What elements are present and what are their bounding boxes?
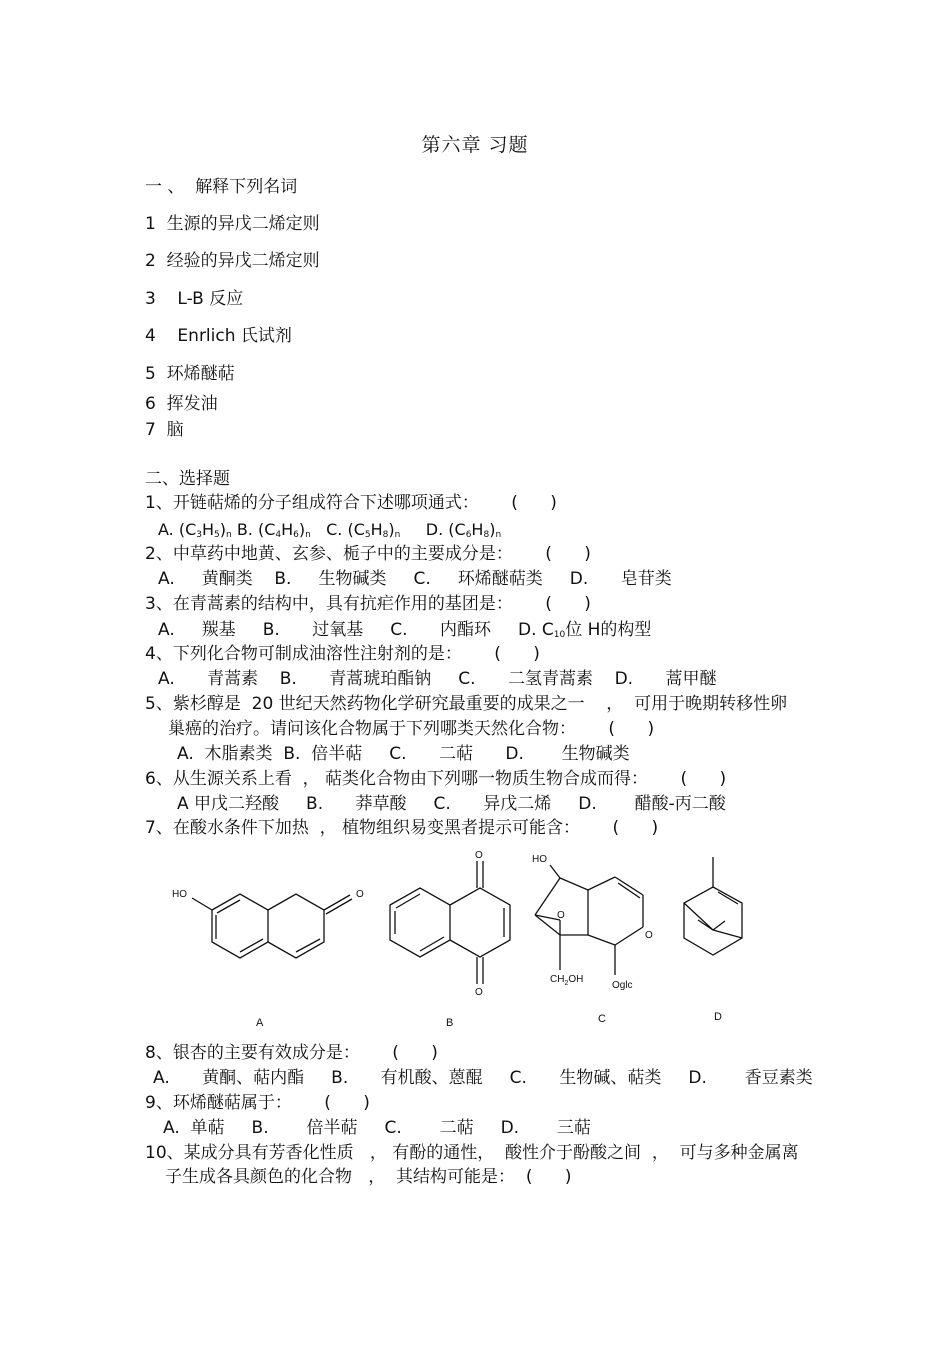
question-10-stem-continued: 子生成各具颜色的化合物 ， 其结构可能是： ( )	[165, 1167, 572, 1187]
atom-label-ho-a: HO	[172, 889, 187, 900]
structure-label-b: B	[446, 1017, 454, 1029]
atom-label-ch2oh: $CH_2OH$	[550, 974, 584, 987]
page-title: 第六章 习题	[421, 134, 529, 156]
question-7-structures	[150, 845, 790, 1035]
term-item: 2 经验的异戊二烯定则	[145, 251, 320, 271]
question-4-stem: 4、下列化合物可制成油溶性注射剂的是： ( )	[145, 644, 540, 664]
question-8-options: A. 黄酮、萜内酯 B. 有机酸、蒽醌 C. 生物碱、萜类 D. 香豆素类	[153, 1068, 813, 1088]
section1-heading: 一 、 解释下列名词	[145, 177, 298, 197]
question-1-stem: 1、开链萜烯的分子组成符合下述哪项通式： ( )	[145, 493, 557, 513]
question-5-stem: 5、紫杉醇是 20 世纪天然药物化学研究最重要的成果之一 ， 可用于晚期转移性卵	[145, 694, 788, 714]
question-8-stem: 8、银杏的主要有效成分是： ( )	[145, 1043, 438, 1063]
question-9-stem: 9、环烯醚萜属于： ( )	[145, 1093, 370, 1113]
term-item: 1 生源的异戊二烯定则	[145, 214, 320, 234]
atom-label-oglc: Oglc	[612, 980, 633, 991]
question-2-stem: 2、中草药中地黄、玄参、栀子中的主要成分是： ( )	[145, 544, 591, 564]
structure-label-a: A	[256, 1017, 264, 1029]
atom-label-o-c-ring: O	[645, 930, 653, 941]
question-5-options: A. 木脂素类 B. 倍半萜 C. 二萜 D. 生物碱类	[177, 744, 630, 764]
structure-d-bonds	[684, 857, 742, 955]
atom-label-o-a: O	[356, 889, 364, 900]
question-2-options: A. 黄酮类 B. 生物碱类 C. 环烯醚萜类 D. 皂苷类	[158, 569, 672, 589]
term-item: 6 挥发油	[145, 394, 218, 414]
question-5-stem-continued: 巢癌的治疗。请问该化合物属于下列哪类天然化合物： ( )	[168, 719, 655, 739]
structure-a-bonds	[192, 894, 352, 958]
atom-label-o-b-top: O	[475, 850, 483, 861]
question-10-stem: 10、某成分具有芳香化性质 ， 有酚的通性， 酸性介于酚酸之间 ， 可与多种金属离	[145, 1143, 799, 1163]
section2-heading: 二、选择题	[145, 469, 230, 489]
term-item: 7 脑	[145, 420, 184, 440]
atom-label-o-c-epoxide: O	[557, 910, 565, 921]
atom-label-o-b-bottom: O	[475, 987, 483, 998]
term-item: 4 Enrlich 氏试剂	[145, 326, 292, 346]
term-item: 5 环烯醚萜	[145, 364, 235, 384]
structures-drawing	[150, 845, 790, 1035]
structure-label-d: D	[714, 1011, 722, 1023]
structure-label-c: C	[598, 1013, 606, 1025]
question-3-stem: 3、在青蒿素的结构中，具有抗疟作用的基团是： ( )	[145, 594, 591, 614]
question-6-options: A 甲戊二羟酸 B. 莽草酸 C. 异戊二烯 D. 醋酸-丙二酸	[177, 794, 726, 814]
question-3-options: A. 羰基 B. 过氧基 C. 内酯环 D. $C_{10}$位 H的构型	[158, 620, 652, 640]
atom-label-ho-c: HO	[532, 854, 547, 865]
question-1-options: A. $(C_3H_5)_n$ B. $(C_4H_6)_n$ C. $(C_5H_8)_n$ D. $(C_6H_8)_n$	[158, 520, 502, 540]
question-7-stem: 7、在酸水条件下加热 ， 植物组织易变黑者提示可能含： ( )	[145, 818, 659, 838]
question-4-options: A. 青蒿素 B. 青蒿琥珀酯钠 C. 二氢青蒿素 D. 蒿甲醚	[158, 669, 717, 689]
term-item: 3 L-B 反应	[145, 289, 244, 309]
question-6-stem: 6、从生源关系上看 ， 萜类化合物由下列哪一物质生物合成而得： ( )	[145, 769, 727, 789]
question-9-options: A. 单萜 B. 倍半萜 C. 二萜 D. 三萜	[163, 1118, 591, 1138]
structure-b-bonds	[390, 861, 510, 984]
structure-c-bonds	[535, 865, 643, 975]
